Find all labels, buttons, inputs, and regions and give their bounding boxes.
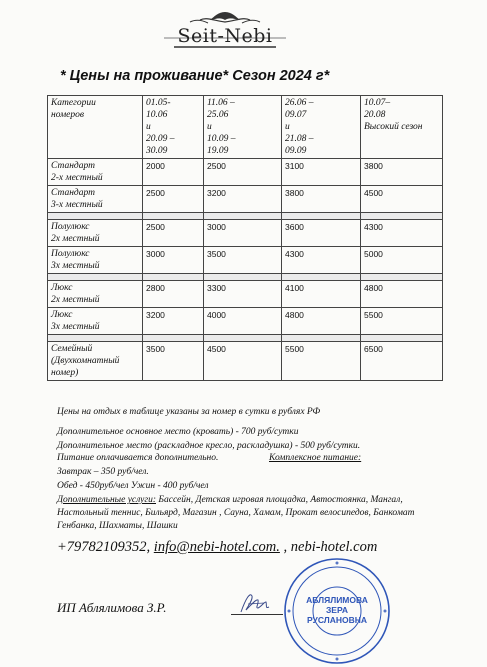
price-cell-line: 3200 (207, 188, 226, 198)
room-category-cell (48, 281, 143, 308)
services-list-1: Бассейн, Детская игровая площадка, Автостоянка, Мангал, (156, 495, 403, 505)
header-period-1-line: 01.05- (146, 98, 171, 108)
room-category-cell-line: 2-х местный (51, 173, 103, 183)
price-cell (143, 186, 204, 213)
room-category-cell-line: номер) (51, 368, 79, 378)
price-table (47, 95, 443, 381)
table-row (48, 281, 443, 308)
price-cell (361, 342, 443, 381)
table-row (48, 186, 443, 213)
separator-cell (204, 213, 282, 220)
logo-text: Seit-Nebi (177, 25, 273, 47)
table-separator-row (48, 274, 443, 281)
stamp-name-line-1: АБЛЯЛИМОВА (306, 595, 368, 605)
price-cell-line: 3600 (285, 222, 304, 232)
price-cell (143, 281, 204, 308)
separator-cell (143, 213, 204, 220)
header-period-3-line: 26.06 – (285, 98, 314, 108)
price-cell-line: 3500 (207, 249, 226, 259)
separator-cell (282, 274, 361, 281)
prices-note: Цены на отдых в таблице указаны за номер в сутки в рублях РФ (57, 407, 321, 417)
price-cell (143, 220, 204, 247)
room-category-cell (48, 308, 143, 335)
header-period-3-line: 09.07 (285, 110, 307, 120)
header-period-1 (143, 96, 204, 159)
price-cell-line: 3200 (146, 310, 165, 320)
services-line-1 (57, 494, 457, 507)
header-period-1-line: 20.09 – (146, 134, 175, 144)
table-row (48, 342, 443, 381)
food-info (57, 452, 457, 465)
lunch-dinner-price: Обед - 450руб/чел Ужин - 400 руб/чел (57, 481, 209, 491)
price-cell (282, 159, 361, 186)
separator-cell (361, 274, 443, 281)
price-cell (361, 281, 443, 308)
price-cell (143, 159, 204, 186)
price-cell (361, 247, 443, 274)
room-category-cell-line: 2х местный (51, 295, 100, 305)
extra-folding-bed: Дополнительное место (раскладное кресло, раскладушка) - 500 руб/сутки. (57, 441, 361, 451)
price-cell (204, 281, 282, 308)
table-row (48, 308, 443, 335)
header-period-3 (282, 96, 361, 159)
room-category-cell-line: 3х местный (51, 261, 100, 271)
header-period-1-line: 10.06 (146, 110, 168, 120)
price-cell (361, 186, 443, 213)
price-cell-line: 2500 (207, 161, 226, 171)
price-cell (282, 247, 361, 274)
breakfast-price: Завтрак – 350 руб/чел. (57, 467, 149, 477)
price-cell-line: 4300 (364, 222, 383, 232)
price-cell-line: 3800 (285, 188, 304, 198)
price-cell-line: 3500 (146, 344, 165, 354)
phone-number[interactable]: +79782109352, (57, 539, 151, 555)
page-title: * Цены на проживание* Сезон 2024 г* (60, 68, 330, 84)
email-link[interactable]: info@nebi-hotel.com. (153, 539, 280, 555)
company-stamp (282, 556, 392, 666)
header-category (48, 96, 143, 159)
handwritten-signature (238, 590, 274, 616)
price-cell (143, 247, 204, 274)
price-cell (282, 308, 361, 335)
room-category-cell-line: Полулюкс (51, 249, 90, 259)
price-cell-line: 5500 (285, 344, 304, 354)
food-paid-text: Питание оплачивается дополнительно. (57, 453, 219, 463)
price-cell-line: 4100 (285, 283, 304, 293)
price-cell (204, 342, 282, 381)
price-cell (361, 220, 443, 247)
price-cell (204, 159, 282, 186)
table-header-row (48, 96, 443, 159)
services-line-3: Генбанка, Шахматы, Шашки (57, 521, 178, 531)
price-cell (204, 186, 282, 213)
price-cell (204, 220, 282, 247)
header-period-4-line: 10.07– (364, 98, 391, 108)
room-category-cell (48, 159, 143, 186)
separator-cell (282, 335, 361, 342)
price-cell-line: 3800 (364, 161, 383, 171)
price-cell-line: 3000 (146, 249, 165, 259)
price-cell-line: 2500 (146, 222, 165, 232)
header-period-2-line: 19.09 (207, 146, 229, 156)
header-period-2-line: и (207, 122, 212, 132)
room-category-cell (48, 186, 143, 213)
price-cell-line: 4300 (285, 249, 304, 259)
room-category-cell-line: Люкс (51, 310, 73, 320)
services-line-2: Настольный теннис, Бильярд, Магазин , Сауна, Хамам, Прокат велосипедов, Банкомат (57, 508, 415, 518)
separator-cell (48, 335, 143, 342)
stamp-name-line-3: РУСЛАНОВНА (306, 615, 368, 625)
table-separator-row (48, 335, 443, 342)
price-cell-line: 4000 (207, 310, 226, 320)
header-period-4-line: 20.08 (364, 110, 386, 120)
price-cell (143, 342, 204, 381)
separator-cell (143, 274, 204, 281)
room-category-cell-line: (Двухкомнатный (51, 356, 120, 366)
price-cell (361, 159, 443, 186)
header-period-2 (204, 96, 282, 159)
separator-cell (361, 335, 443, 342)
room-category-cell-line: 2х местный (51, 234, 100, 244)
price-cell (282, 186, 361, 213)
table-row (48, 159, 443, 186)
room-category-cell-line: 3-х местный (51, 200, 103, 210)
separator-cell (48, 213, 143, 220)
price-cell-line: 3000 (207, 222, 226, 232)
header-category-line: номеров (51, 110, 85, 120)
price-cell (204, 308, 282, 335)
stamp-name-line-2: ЗЕРА (325, 605, 349, 615)
price-cell-line: 4500 (207, 344, 226, 354)
price-cell (143, 308, 204, 335)
price-cell (361, 308, 443, 335)
website-link[interactable]: , nebi-hotel.com (279, 539, 378, 555)
price-cell-line: 3100 (285, 161, 304, 171)
services-label: Дополнительные услуги: (57, 495, 156, 505)
room-category-cell (48, 342, 143, 381)
table-row (48, 247, 443, 274)
header-period-3-line: 09.09 (285, 146, 307, 156)
price-cell-line: 4800 (364, 283, 383, 293)
entrepreneur-name: ИП Аблялимова З.Р. (57, 600, 167, 615)
price-cell-line: 3300 (207, 283, 226, 293)
food-complex-label: Комплексное питание: (269, 453, 362, 463)
room-category-cell-line: Стандарт (51, 188, 95, 198)
price-cell (282, 342, 361, 381)
separator-cell (48, 274, 143, 281)
table-row (48, 220, 443, 247)
price-cell-line: 6500 (364, 344, 383, 354)
contacts (57, 539, 477, 556)
header-period-1-line: 30.09 (146, 146, 168, 156)
hotel-logo (160, 8, 290, 48)
room-category-cell (48, 247, 143, 274)
price-cell (282, 281, 361, 308)
price-cell-line: 5000 (364, 249, 383, 259)
separator-cell (143, 335, 204, 342)
room-category-cell-line: Стандарт (51, 161, 95, 171)
header-period-2-line: 11.06 – (207, 98, 235, 108)
price-cell-line: 2500 (146, 188, 165, 198)
header-period-4 (361, 96, 443, 159)
price-cell-line: 2000 (146, 161, 165, 171)
price-cell-line: 5500 (364, 310, 383, 320)
header-period-1-line: и (146, 122, 151, 132)
room-category-cell-line: Люкс (51, 283, 73, 293)
price-cell (204, 247, 282, 274)
separator-cell (204, 274, 282, 281)
header-period-3-line: и (285, 122, 290, 132)
room-category-cell (48, 220, 143, 247)
price-cell-line: 4800 (285, 310, 304, 320)
price-cell-line: 2800 (146, 283, 165, 293)
room-category-cell-line: 3х местный (51, 322, 100, 332)
room-category-cell-line: Полулюкс (51, 222, 90, 232)
header-period-3-line: 21.08 – (285, 134, 314, 144)
price-cell-line: 4500 (364, 188, 383, 198)
header-period-4-line: Высокий сезон (364, 122, 423, 132)
extra-main-bed: Дополнительное основное место (кровать) - 700 руб/сутки (57, 427, 299, 437)
header-category-line: Категории (51, 98, 96, 108)
price-cell (282, 220, 361, 247)
separator-cell (361, 213, 443, 220)
separator-cell (204, 335, 282, 342)
separator-cell (282, 213, 361, 220)
header-period-2-line: 25.06 (207, 110, 229, 120)
header-period-2-line: 10.09 – (207, 134, 236, 144)
room-category-cell-line: Семейный (51, 344, 93, 354)
table-separator-row (48, 213, 443, 220)
